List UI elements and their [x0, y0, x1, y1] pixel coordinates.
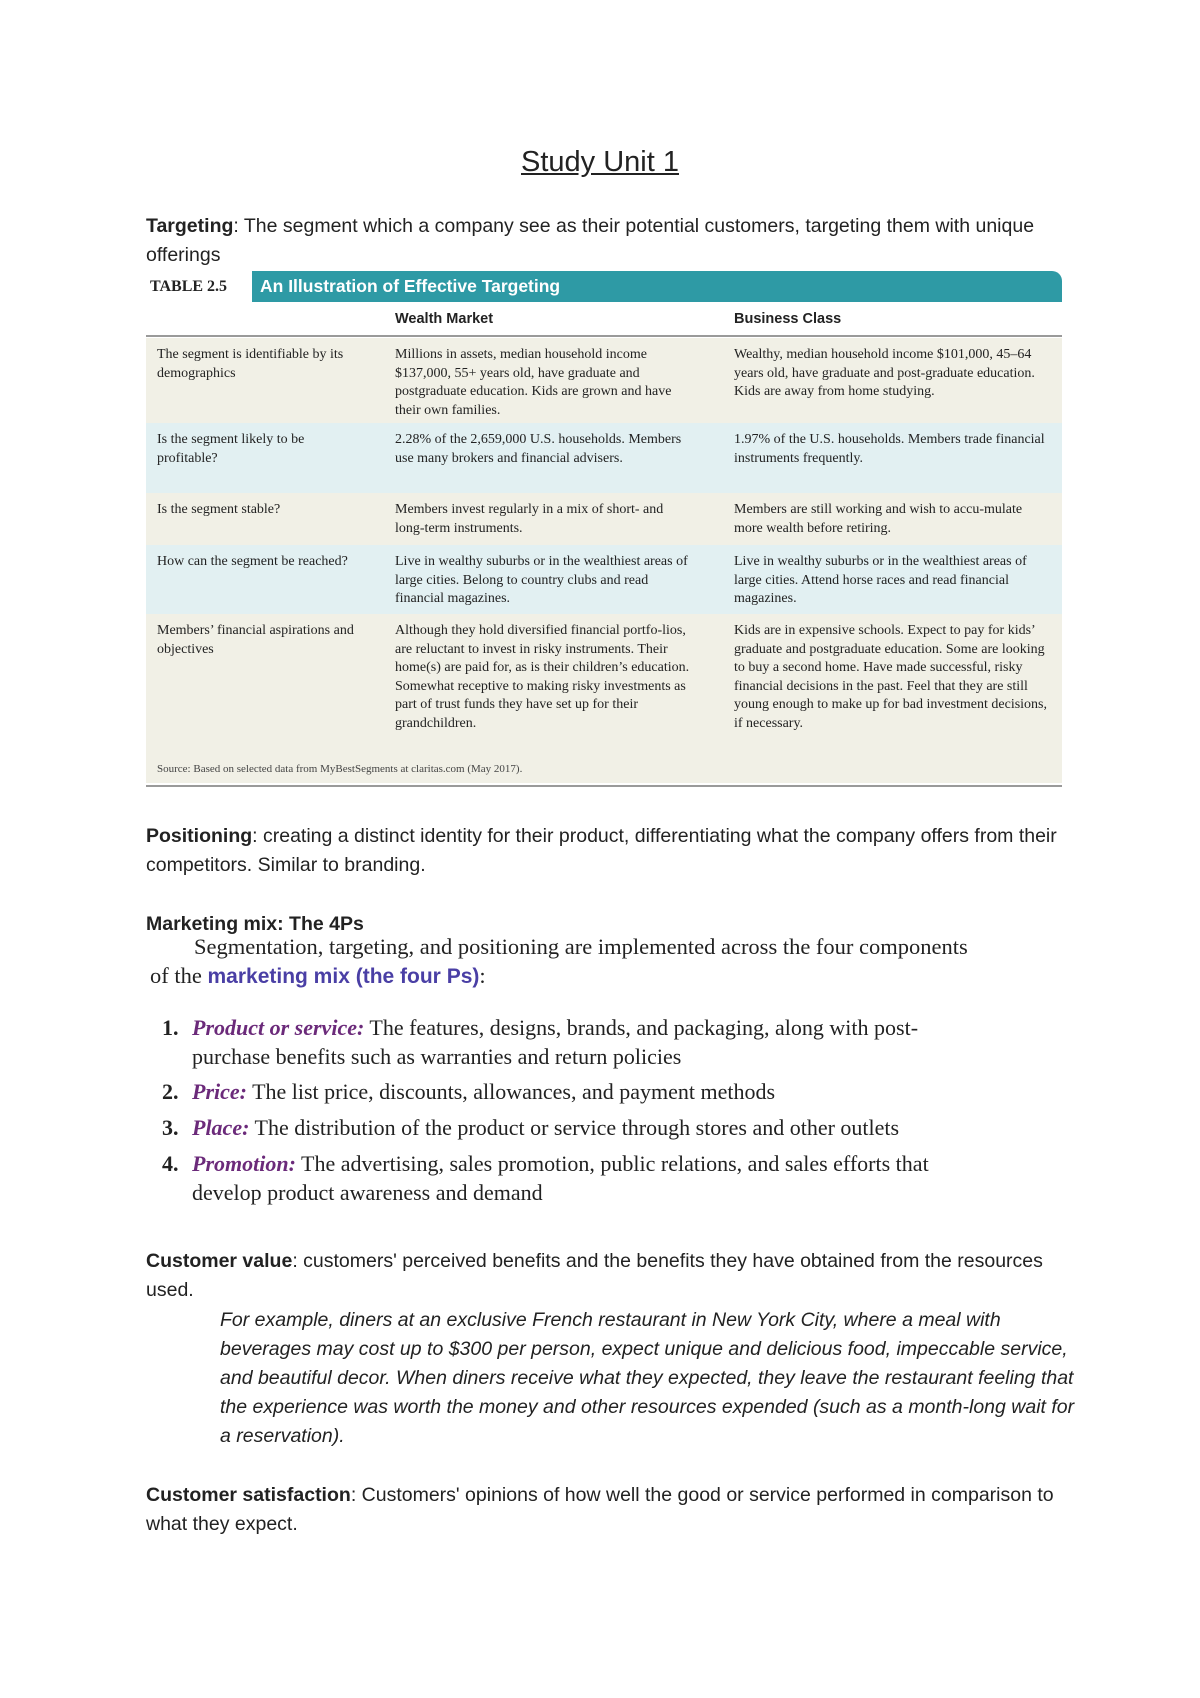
list-continuation: purchase benefits such as warranties and return policies [192, 1044, 682, 1069]
positioning-term: Positioning [146, 825, 253, 847]
customer-satisfaction-paragraph [146, 1481, 1066, 1539]
list-term: Price: [192, 1079, 247, 1104]
page-title: Study Unit 1 [521, 146, 679, 178]
column-header-business-class: Business Class [734, 311, 842, 327]
table-rule-bottom [146, 785, 1062, 787]
intro-end: : [479, 963, 486, 988]
list-text: The features, designs, brands, and packaging, along with post- [364, 1015, 919, 1040]
intro-line-1: Segmentation, targeting, and positioning are implemented across the four components [194, 934, 968, 959]
table-source-note: Source: Based on selected data from MyBestSegments at claritas.com (May 2017). [146, 755, 1062, 783]
table-cell: Is the segment likely to be profitable? [157, 432, 305, 466]
targeting-table [146, 271, 1062, 789]
targeting-definition: : The segment which a company see as their potential customers, targeting them with unique offerings [146, 215, 1035, 266]
positioning-definition: : creating a distinct identity for their product, differentiating what the company offers from their competitors. Similar to branding. [146, 825, 1057, 876]
table-cell: Members invest regularly in a mix of short- and long-term instruments. [395, 502, 664, 536]
targeting-term: Targeting [146, 215, 234, 237]
customer-satisfaction-definition: : Customers' opinions of how well the good or service performed in comparison to what they expect. [146, 1484, 1054, 1535]
list-number: 2. [162, 1079, 179, 1104]
table-row [146, 614, 1062, 755]
table-cell: Live in wealthy suburbs or in the wealthiest areas of large cities. Belong to country clubs and read financial magazines. [395, 554, 688, 606]
column-header-wealth-market: Wealth Market [395, 311, 494, 327]
intro-prefix: of the [150, 963, 208, 988]
list-text: The distribution of the product or service through stores and other outlets [249, 1115, 900, 1140]
table-cell: The segment is identifiable by its demographics [157, 347, 344, 381]
marketing-mix-highlight: marketing mix (the four Ps) [207, 965, 480, 988]
table-row [146, 545, 1062, 614]
table-cell: How can the segment be reached? [157, 554, 348, 569]
table-cell: Is the segment stable? [157, 502, 281, 517]
marketing-mix-intro [150, 932, 1070, 991]
table-cell: Although they hold diversified financial portfo-lios, are reluctant to invest in risky instruments. Their home(s) are paid for, as is their children’s education. Somewhat receptive to making risky investments as part of trust funds they have set up for their grandchildren. [395, 623, 690, 731]
table-rule-top [146, 335, 1062, 337]
table-cell: 1.97% of the U.S. households. Members trade financial instruments frequently. [734, 432, 1045, 466]
customer-value-term: Customer value [146, 1250, 293, 1272]
table-cell: Millions in assets, median household income $137,000, 55+ years old, have graduate and postgraduate education. Kids are grown and have their own families. [395, 347, 672, 418]
targeting-paragraph [146, 212, 1066, 270]
table-cell: Kids are in expensive schools. Expect to pay for kids’ graduate and postgraduate education. Some are looking to buy a second home. Have made successful, risky financial decisions in the past. Feel that they are still young enough to make up for bad investment decisions, if necessary. [734, 623, 1047, 731]
customer-value-paragraph [146, 1247, 1066, 1305]
customer-satisfaction-term: Customer satisfaction [146, 1484, 351, 1506]
intro-line-2 [150, 961, 1070, 991]
table-tag: TABLE 2.5 [146, 271, 252, 302]
list-item [162, 1149, 1062, 1207]
list-term: Promotion: [192, 1151, 296, 1176]
customer-value-example: For example, diners at an exclusive French restaurant in New York City, where a meal with beverages may cost up to $300 per person, expect unique and delicious food, impeccable service, and beautiful decor. When diners receive what they expected, they leave the restaurant feeling that the experience was worth the money and other resources expended (such as a month-long wait for a reservation). [220, 1309, 1075, 1447]
list-continuation: develop product awareness and demand [192, 1180, 543, 1205]
marketing-mix-title: Marketing mix: The 4Ps [146, 913, 364, 935]
list-item [162, 1113, 1062, 1142]
table-caption: An Illustration of Effective Targeting [260, 276, 561, 296]
table-row [146, 338, 1062, 423]
list-number: 3. [162, 1115, 179, 1140]
table-header-bar [146, 271, 1062, 302]
positioning-paragraph [146, 822, 1066, 880]
list-term: Product or service: [192, 1015, 365, 1040]
list-text: The list price, discounts, allowances, and payment methods [246, 1079, 776, 1104]
table-cell: Members’ financial aspirations and objectives [157, 623, 354, 657]
table-cell: Members are still working and wish to accu-mulate more wealth before retiring. [734, 502, 1023, 536]
table-row [146, 423, 1062, 493]
table-cell: 2.28% of the 2,659,000 U.S. households. Members use many brokers and financial advisers. [395, 432, 682, 466]
list-item [162, 1013, 1062, 1071]
list-term: Place: [192, 1115, 250, 1140]
table-cell: Wealthy, median household income $101,000, 45–64 years old, have graduate and post-graduate education. Kids are away from home studying. [734, 347, 1035, 399]
customer-value-definition: : customers' perceived benefits and the benefits they have obtained from the resources used. [146, 1250, 1043, 1301]
list-number: 1. [162, 1015, 179, 1040]
list-item [162, 1077, 1062, 1106]
list-number: 4. [162, 1151, 179, 1176]
list-text: The advertising, sales promotion, public relations, and sales efforts that [295, 1151, 929, 1176]
table-row [146, 493, 1062, 545]
table-cell: Live in wealthy suburbs or in the wealthiest areas of large cities. Attend horse races and read financial magazines. [734, 554, 1027, 606]
